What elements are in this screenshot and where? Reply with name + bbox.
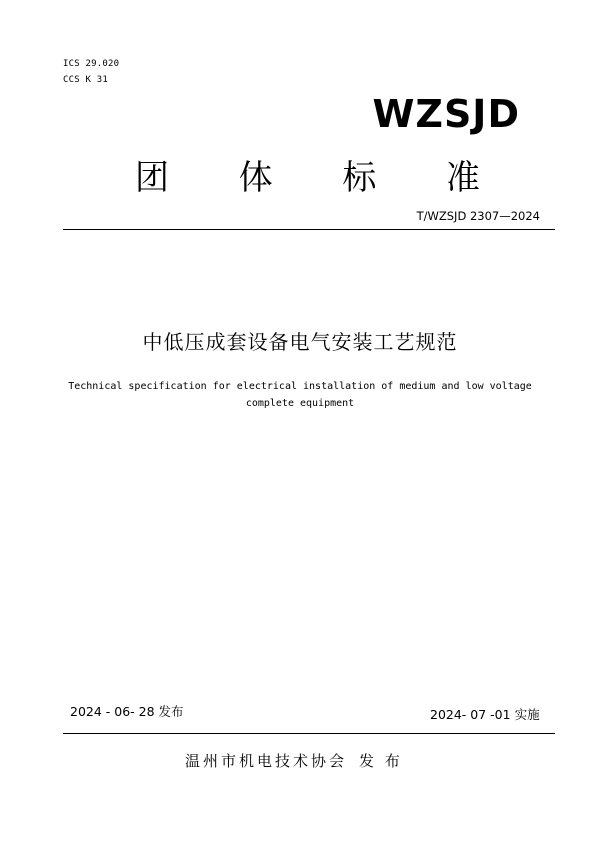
top-divider [63, 229, 555, 230]
standard-type-char: 准 [445, 158, 480, 198]
ics-code: ICS 29.020 [63, 59, 120, 69]
standard-type-char: 团 [135, 158, 169, 198]
publish-date: 2024 - 06- 28 发布 [70, 704, 184, 719]
bottom-divider [63, 733, 555, 734]
standard-number: T/WZSJD 2307—2024 [416, 209, 540, 223]
title-english-line: complete equipment [245, 398, 355, 409]
ccs-code: CCS K 31 [63, 75, 108, 85]
standard-type [135, 150, 480, 199]
title-english-line: Technical specification for electrical installation of medium and low voltage [68, 381, 532, 392]
implement-date: 2024- 07 -01 实施 [430, 707, 540, 722]
standard-type-char: 体 [238, 158, 273, 198]
publisher-verb: 发 布 [359, 752, 403, 770]
classification-block [63, 56, 119, 88]
publisher [185, 750, 403, 771]
title-english [60, 378, 540, 412]
standard-type-char: 标 [342, 158, 377, 198]
title-chinese: 中低压成套设备电气安装工艺规范 [142, 330, 458, 354]
brand-code: WZSJD [372, 92, 520, 136]
publisher-org: 温州市机电技术协会 [185, 752, 348, 770]
